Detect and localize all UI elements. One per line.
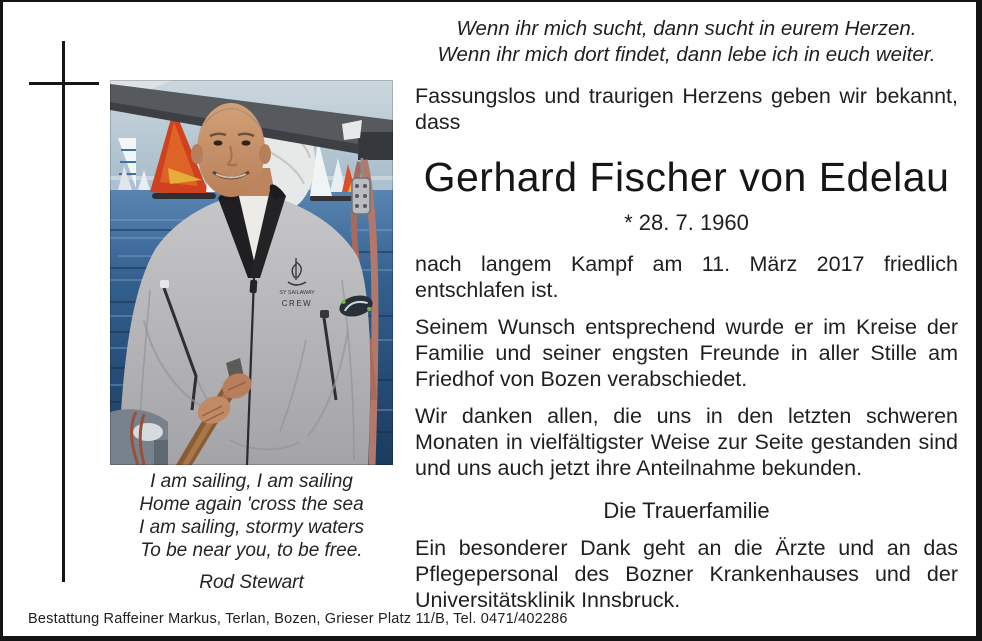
announcement-line: dass bbox=[415, 110, 461, 134]
paragraph-line: Wir danken allen, die uns in den letzten schweren bbox=[415, 404, 958, 428]
family-signature: Die Trauerfamilie bbox=[603, 498, 770, 523]
paragraph-thanks bbox=[415, 403, 958, 481]
poem-line: To be near you, to be free. bbox=[140, 540, 363, 561]
paragraph-line: Pflegepersonal des Bozner Krankenhauses und der bbox=[415, 562, 958, 586]
paragraph-line: Friedhof von Bozen verabschiedet. bbox=[415, 367, 748, 391]
paragraph-line: Universitätsklinik Innsbruck. bbox=[415, 588, 681, 612]
epigraph-line: Wenn ihr mich dort findet, dann lebe ich in euch weiter. bbox=[437, 43, 936, 66]
poem-line: I am sailing, I am sailing bbox=[150, 471, 353, 492]
poem-author: Rod Stewart bbox=[199, 572, 304, 593]
paragraph-special-thanks bbox=[415, 535, 958, 613]
paragraph-death bbox=[415, 251, 958, 303]
paragraph-line: entschlafen ist. bbox=[415, 278, 559, 302]
svg-text:CREW: CREW bbox=[281, 299, 313, 308]
paragraph-line: Monaten in vielfältigster Weise zur Seite gestanden sind bbox=[415, 430, 958, 454]
paragraph-line: Ein besonderer Dank geht an die Ärzte und an das bbox=[415, 536, 958, 560]
birthdate: * 28. 7. 1960 bbox=[624, 210, 749, 235]
announcement bbox=[415, 83, 958, 135]
paragraph-line: Seinem Wunsch entsprechend wurde er im Kreise der bbox=[415, 315, 958, 339]
epigraph bbox=[415, 16, 958, 68]
announcement-line: Fassungslos und traurigen Herzens geben wir bekannt, bbox=[415, 84, 958, 108]
cross-icon-stem bbox=[62, 41, 65, 582]
epigraph-line: Wenn ihr mich sucht, dann sucht in eurem Herzen. bbox=[456, 17, 917, 40]
notice-body bbox=[415, 16, 958, 613]
svg-text:SY SAILAWAY: SY SAILAWAY bbox=[279, 290, 315, 296]
paragraph-line: Familie und seiner engsten Freunde in aller Stille am bbox=[415, 341, 958, 365]
funeral-home-info: Bestattung Raffeiner Markus, Terlan, Bozen, Grieser Platz 11/B, Tel. 0471/402286 bbox=[28, 611, 568, 627]
paragraph-farewell bbox=[415, 314, 958, 392]
poem-line: I am sailing, stormy waters bbox=[139, 517, 364, 538]
deceased-name: Gerhard Fischer von Edelau bbox=[423, 154, 950, 200]
portrait-photo bbox=[110, 80, 393, 465]
paragraph-line: und uns auch jetzt ihre Anteilnahme bekunden. bbox=[415, 456, 863, 480]
poem-line: Home again 'cross the sea bbox=[139, 494, 364, 515]
cross-icon-bar bbox=[29, 82, 99, 85]
poem bbox=[98, 470, 405, 594]
paragraph-line: nach langem Kampf am 11. März 2017 friedlich bbox=[415, 252, 958, 276]
